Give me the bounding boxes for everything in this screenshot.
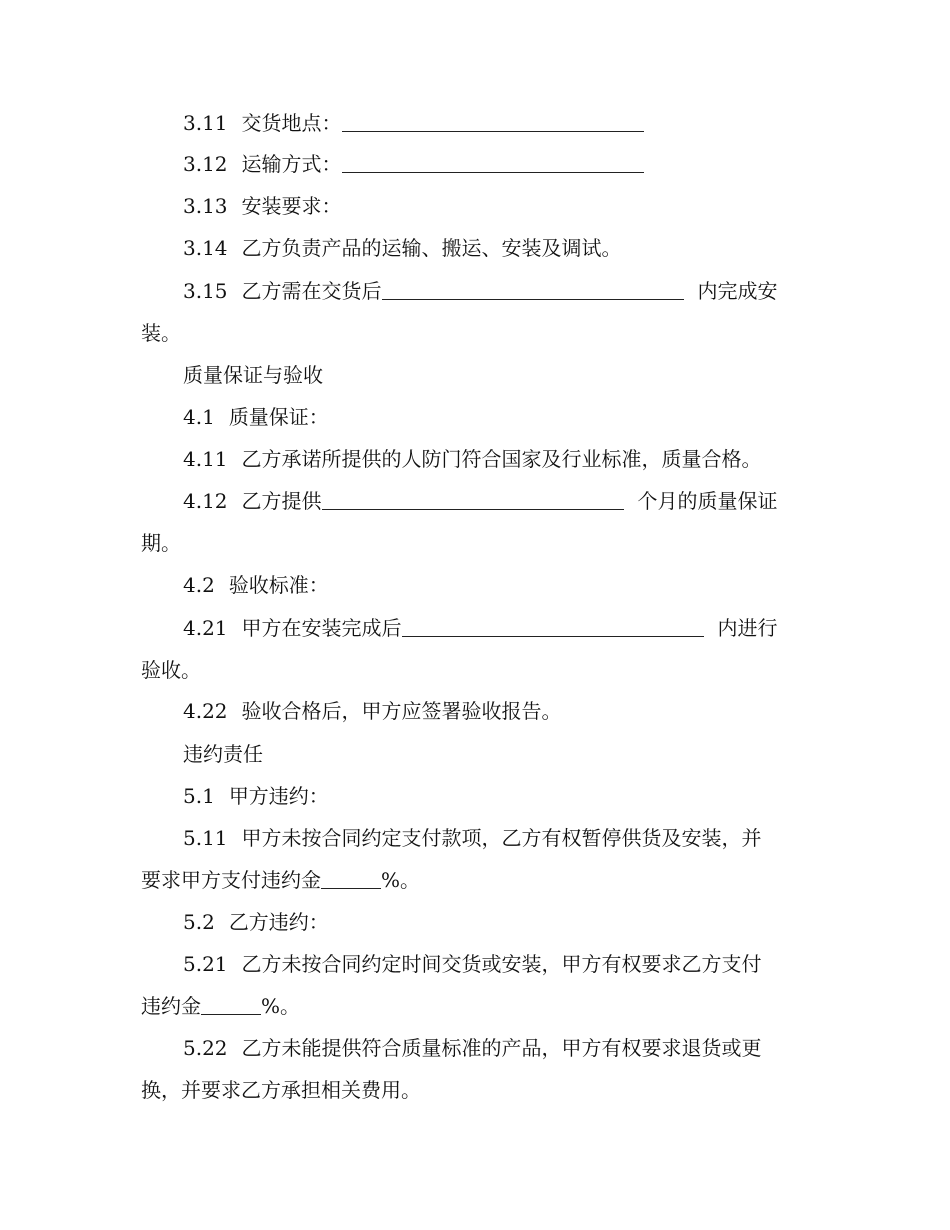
section-4-title	[141, 354, 806, 396]
clause-text: 乙方未按合同约定时间交货或安装，甲方有权要求乙方支付	[241, 952, 762, 976]
clause-number: 3.15	[183, 279, 228, 303]
delivery-location-blank[interactable]	[342, 111, 644, 132]
clause-3-11	[141, 102, 806, 144]
clause-number: 4.11	[183, 447, 228, 471]
clause-text-continued: 换，并要求乙方承担相关费用。	[141, 1078, 421, 1102]
clause-4-12	[141, 480, 806, 564]
clause-5-1	[141, 775, 806, 817]
clause-text: 验收标准：	[228, 573, 329, 597]
transport-method-blank[interactable]	[342, 152, 644, 173]
clause-4-22	[141, 690, 806, 732]
clause-text: 乙方需在交货后	[241, 279, 382, 303]
clause-number: 4.2	[183, 573, 215, 597]
section-heading: 违约责任	[183, 742, 263, 766]
percent-suffix: %。	[381, 868, 421, 892]
clause-4-1	[141, 396, 806, 438]
clause-text: 质量保证：	[228, 405, 329, 429]
clause-text: 乙方负责产品的运输、搬运、安装及调试。	[241, 236, 622, 260]
clause-text-after: 内完成安	[697, 279, 778, 303]
penalty-rate-blank[interactable]	[321, 868, 381, 889]
clause-text: 运输方式：	[241, 152, 342, 176]
install-period-blank[interactable]	[382, 279, 684, 300]
clause-5-2	[141, 901, 806, 943]
section-heading: 质量保证与验收	[183, 363, 323, 387]
clause-number: 4.12	[183, 489, 228, 513]
clause-number: 5.22	[183, 1036, 228, 1060]
clause-text: 甲方违约：	[228, 784, 329, 808]
section-5-title	[141, 733, 806, 775]
clause-text: 甲方在安装完成后	[241, 616, 402, 640]
clause-text-after: 个月的质量保证	[637, 489, 778, 513]
penalty-rate-blank[interactable]	[201, 994, 261, 1015]
percent-suffix: %。	[261, 994, 301, 1018]
clause-4-21	[141, 607, 806, 691]
clause-text: 乙方违约：	[228, 910, 329, 934]
clause-text: 安装要求：	[241, 194, 342, 218]
clause-number: 3.14	[183, 236, 228, 260]
clause-number: 5.21	[183, 952, 228, 976]
clause-text: 验收合格后，甲方应签署验收报告。	[241, 699, 562, 723]
clause-number: 5.11	[183, 826, 228, 850]
clause-number: 5.2	[183, 910, 215, 934]
clause-text: 甲方未按合同约定支付款项，乙方有权暂停供货及安装，并	[241, 826, 762, 850]
clause-4-2	[141, 564, 806, 606]
clause-text-continued: 装。	[141, 321, 181, 345]
warranty-months-blank[interactable]	[322, 489, 624, 510]
clause-text: 乙方未能提供符合质量标准的产品，甲方有权要求退货或更	[241, 1036, 762, 1060]
clause-number: 4.1	[183, 405, 215, 429]
clause-number: 3.13	[183, 194, 228, 218]
clause-text-continued: 要求甲方支付违约金	[141, 868, 321, 892]
clause-5-22	[141, 1027, 806, 1111]
clause-number: 4.22	[183, 699, 228, 723]
clause-number: 3.12	[183, 152, 228, 176]
clause-text: 交货地点：	[241, 111, 342, 135]
clause-text-continued: 违约金	[141, 994, 201, 1018]
clause-4-11	[141, 438, 806, 480]
clause-text-continued: 验收。	[141, 658, 201, 682]
clause-3-12	[141, 143, 806, 185]
clause-3-15	[141, 270, 806, 354]
clause-5-11	[141, 817, 806, 901]
clause-5-21	[141, 943, 806, 1027]
acceptance-period-blank[interactable]	[402, 616, 704, 637]
clause-number: 4.21	[183, 616, 228, 640]
clause-number: 5.1	[183, 784, 215, 808]
clause-text: 乙方提供	[241, 489, 322, 513]
clause-text: 乙方承诺所提供的人防门符合国家及行业标准，质量合格。	[241, 447, 762, 471]
clause-3-14	[141, 227, 806, 269]
clause-text-continued: 期。	[141, 531, 181, 555]
clause-number: 3.11	[183, 111, 228, 135]
clause-3-13	[141, 185, 806, 227]
clause-text-after: 内进行	[717, 616, 778, 640]
